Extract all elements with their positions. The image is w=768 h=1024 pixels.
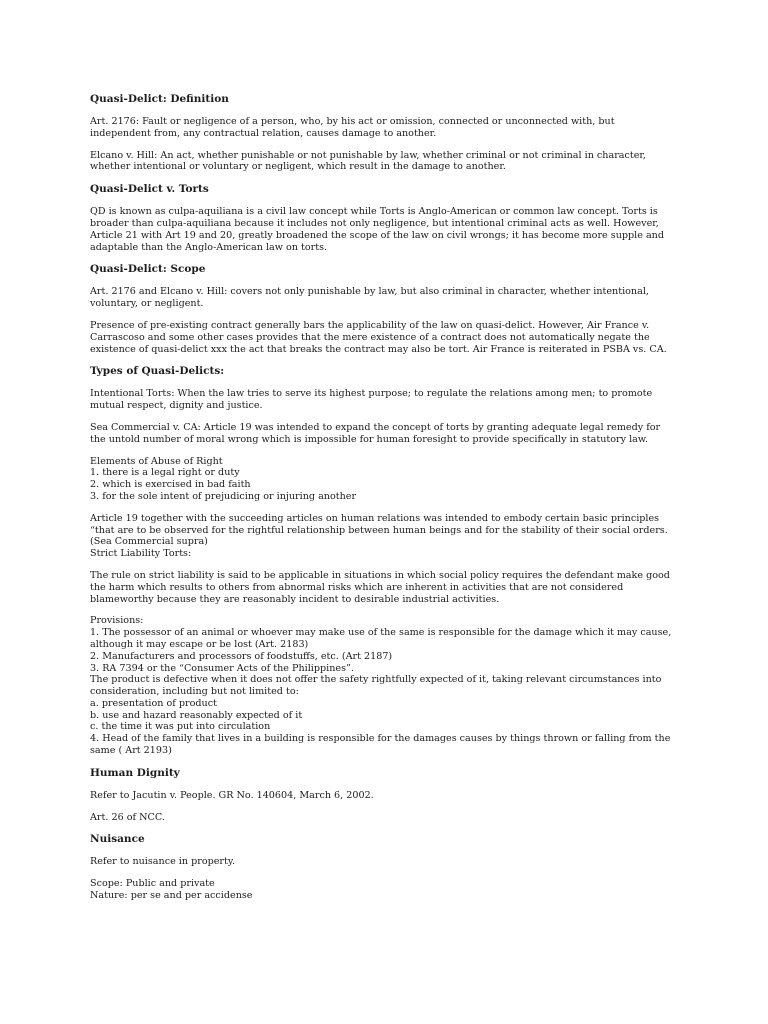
- list-title: Provisions:: [90, 615, 144, 627]
- paragraph: Refer to Jacutin v. People. GR No. 140604, March 6, 2002.: [90, 789, 374, 801]
- section-heading: Nuisance: [90, 833, 145, 846]
- section-heading: Human Dignity: [90, 766, 180, 779]
- section-scope: [90, 263, 678, 355]
- list-item: 3. RA 7394 or the “Consumer Acts of the Philippines”.: [90, 662, 354, 674]
- section-heading: Types of Quasi-Delicts:: [90, 365, 225, 378]
- section-nuisance: [90, 833, 678, 901]
- nuisance-details: [90, 878, 678, 902]
- section-types: [90, 365, 678, 757]
- section-human-dignity: [90, 767, 678, 824]
- paragraph: Refer to nuisance in property.: [90, 856, 236, 868]
- paragraph-with-subtitle: [90, 513, 678, 560]
- paragraph: Sea Commercial v. CA: Article 19 was intended to expand the concept of torts by granting adequate legal remedy for the untold number of moral wrong which is impossible for human foresight to provide specifically in statutory law.: [90, 421, 661, 445]
- section-definition: [90, 93, 678, 173]
- paragraph: Article 19 together with the succeeding articles on human relations was intended to embody certain basic principles “that are to be observed for the rightful relationship between human beings and for the stability of their social orders. (Sea Commercial supra): [90, 512, 668, 548]
- section-heading: Quasi-Delict: Definition: [90, 93, 229, 105]
- paragraph: Art. 2176: Fault or negligence of a person, who, by his act or omission, connected or unconnected with, but independent from, any contractual relation, causes damage to another.: [90, 116, 615, 139]
- list-title: Elements of Abuse of Right: [90, 455, 223, 467]
- subtitle: Strict Liability Torts:: [90, 548, 192, 560]
- list-item: 2. which is exercised in bad faith: [90, 479, 251, 491]
- list-item: b. use and hazard reasonably expected of it: [90, 709, 303, 721]
- paragraph: The rule on strict liability is said to be applicable in situations in which social policy requires the defendant make good the harm which results to others from abnormal risks which are inherent in activities that are not considered blameworthy because they are reasonably incident to desirable industrial activities.: [90, 569, 670, 605]
- list-item: 4. Head of the family that lives in a building is responsible for the damages causes by things thrown or falling from the same ( Art 2193): [90, 733, 671, 757]
- section-heading: Quasi-Delict v. Torts: [90, 183, 209, 196]
- scope-line: Scope: Public and private: [90, 878, 215, 890]
- list-item: The product is defective when it does not offer the safety rightfully expected of it, taking relevant circumstances into consideration, including but not limited to:: [90, 674, 662, 698]
- list-item: 1. there is a legal right or duty: [90, 467, 240, 479]
- nature-line: Nature: per se and per accidense: [90, 890, 253, 902]
- list-item: c. the time it was put into circulation: [90, 721, 271, 733]
- list-item: a. presentation of product: [90, 697, 217, 709]
- list-item: 3. for the sole intent of prejudicing or injuring another: [90, 490, 357, 502]
- elements-list: [90, 456, 678, 503]
- paragraph: Art. 2176 and Elcano v. Hill: covers not only punishable by law, but also criminal in character, whether intentional, voluntary, or negligent.: [90, 286, 649, 310]
- paragraph: Elcano v. Hill: An act, whether punishable or not punishable by law, whether criminal or not criminal in character, whether intentional or voluntary or negligent, which result in the damage to another.: [90, 149, 646, 173]
- paragraph: QD is known as culpa-aquiliana is a civil law concept while Torts is Anglo-American or common law concept. Torts is broader than culpa-aquiliana because it includes not only negligence, but intentional criminal acts as well. However, Article 21 with Art 19 and 20, greatly broadened the scope of the law on civil wrongs; it has become more supple and adaptable than the Anglo-American law on torts.: [90, 206, 664, 253]
- provisions-list: [90, 615, 678, 757]
- paragraph: Art. 26 of NCC.: [90, 811, 165, 823]
- paragraph: Intentional Torts: When the law tries to serve its highest purpose; to regulate the relations among men; to promote mutual respect, dignity and justice.: [90, 388, 653, 412]
- section-qd-v-torts: [90, 183, 678, 253]
- list-item: 2. Manufacturers and processors of foodstuffs, etc. (Art 2187): [90, 650, 393, 662]
- section-heading: Quasi-Delict: Scope: [90, 263, 206, 276]
- list-item: 1. The possessor of an animal or whoever may make use of the same is responsible for the damage which it may cause, although it may escape or be lost (Art. 2183): [90, 627, 672, 650]
- paragraph: Presence of pre-existing contract generally bars the applicability of the law on quasi-delict. However, Air France v. Carrascoso and some other cases provides that the mere existence of a contract does not automatically negate the existence of quasi-delict xxx the act that breaks the contract may also be tort. Air France is reiterated in PSBA vs. CA.: [90, 319, 667, 355]
